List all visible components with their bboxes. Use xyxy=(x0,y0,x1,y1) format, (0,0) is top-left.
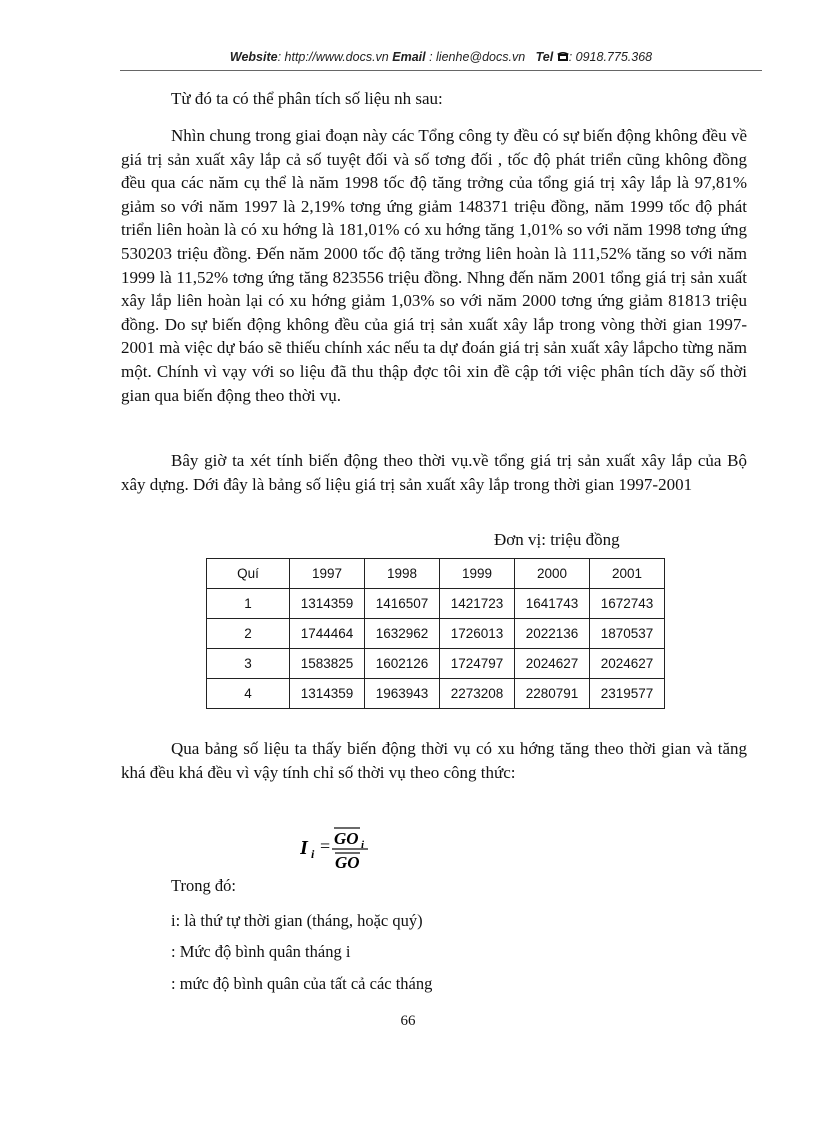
table-cell: 1724797 xyxy=(440,649,515,679)
formula-numerator: GO xyxy=(334,829,359,848)
header-cell: 1997 xyxy=(290,559,365,589)
table-header-row xyxy=(207,559,665,589)
unit-label: Đơn vị: triệu đồng xyxy=(494,530,620,549)
tel-label: Tel xyxy=(535,50,554,64)
header-divider xyxy=(120,70,762,71)
definition-line: i: là thứ tự thời gian (tháng, hoặc quý) xyxy=(171,911,423,930)
table-cell: 1583825 xyxy=(290,649,365,679)
definition-line: : Mức độ bình quân tháng i xyxy=(171,942,351,961)
seasonal-index-formula xyxy=(300,822,420,872)
table-cell: 2273208 xyxy=(440,679,515,709)
analysis-paragraph: Nhìn chung trong giai đoạn này các Tổng công ty đều có sự biến động không đều về giá trị sản xuất xây lắp cả số tuyệt đối và số tơng đối , tốc độ phát triển cũng không đồng đều qua các năm cụ thể là năm 1998 tốc độ tăng trởng của tổng giá trị xây lắp là 97,81% giảm so với năm 1997 là 2,19% tơng ứng giảm 148371 triệu đồng, năm 1999 tốc độ phát triển liên hoàn là có xu hớng là 181,01% có xu hớng tăng 1,01% so với năm 1998 tơng ứng 530203 triệu đồng. Đến năm 2000 tốc độ tăng trởng liên hoàn là 111,52% tăng so với năm 1999 là 11,52% tơng ứng tăng 823556 triệu đồng. Nhng đến năm 2001 tổng giá trị sản xuất xây lắp liên hoàn lại có xu hớng giảm 1,03% so với năm 2000 tơng ứng giảm 81813 triệu đồng. Do sự biến động không đều của giá trị sản xuất xây lắp trong vòng thời gian 1997-2001 mà việc dự báo sẽ thiếu chính xác nếu ta dự đoán giá trị sản xuất xây lắpcho từng năm một. Chính vì vạy với so liệu đã thu thập đợc tôi xin đề cập tới việc phân tích dãy số thời gian qua biến động theo thời vụ. xyxy=(121,126,747,405)
table-cell: 1870537 xyxy=(590,619,665,649)
table-cell: 2280791 xyxy=(515,679,590,709)
header-cell: 2001 xyxy=(590,559,665,589)
table-intro-paragraph: Bây giờ ta xét tính biến động theo thời vụ.về tổng giá trị sản xuất xây lắp của Bộ xây dựng. Dới đây là bảng số liệu giá trị sản xuất xây lắp trong thời gian 1997-2001 xyxy=(121,451,747,494)
where-label: Trong đó: xyxy=(171,876,236,895)
formula-numerator-sub: i xyxy=(361,839,365,851)
table-cell: 1416507 xyxy=(365,589,440,619)
website-label: Website xyxy=(229,50,278,64)
table-cell: 2319577 xyxy=(590,679,665,709)
formula-lhs: I xyxy=(300,837,308,859)
header-cell: Quí xyxy=(207,559,290,589)
table-row xyxy=(207,649,665,679)
table-row xyxy=(207,589,665,619)
email-value: : lienhe@docs.vn xyxy=(425,50,526,64)
table-cell: 1 xyxy=(207,589,290,619)
table-cell: 1602126 xyxy=(365,649,440,679)
intro-line: Từ đó ta có thể phân tích số liệu nh sau: xyxy=(171,89,443,108)
table-row xyxy=(207,619,665,649)
website-value: : http://www.docs.vn xyxy=(277,50,389,64)
table-cell: 4 xyxy=(207,679,290,709)
tel-value: : 0918.775.368 xyxy=(568,50,653,64)
production-value-table xyxy=(206,558,665,709)
table-cell: 2024627 xyxy=(515,649,590,679)
table-cell: 1314359 xyxy=(290,589,365,619)
phone-icon xyxy=(557,51,569,62)
table-cell: 1632962 xyxy=(365,619,440,649)
definition-line: : mức độ bình quân của tất cả các tháng xyxy=(171,974,433,993)
email-label: Email xyxy=(392,50,426,64)
header-cell: 1999 xyxy=(440,559,515,589)
formula-equals: = xyxy=(320,836,331,856)
page-header xyxy=(120,50,762,70)
header-cell: 1998 xyxy=(365,559,440,589)
table-cell: 1314359 xyxy=(290,679,365,709)
table-cell: 1726013 xyxy=(440,619,515,649)
page-number: 66 xyxy=(400,1013,416,1029)
table-row xyxy=(207,679,665,709)
formula-intro-paragraph: Qua bảng số liệu ta thấy biến động thời vụ có xu hớng tăng theo thời gian và tăng khá đều khá đều vì vậy tính chỉ số thời vụ theo công thức: xyxy=(121,739,747,782)
table-cell: 1641743 xyxy=(515,589,590,619)
table-cell: 3 xyxy=(207,649,290,679)
formula-lhs-sub: i xyxy=(311,847,315,861)
table-cell: 1963943 xyxy=(365,679,440,709)
table-cell: 1672743 xyxy=(590,589,665,619)
table-cell: 2 xyxy=(207,619,290,649)
table-cell: 1744464 xyxy=(290,619,365,649)
table-cell: 2022136 xyxy=(515,619,590,649)
table-cell: 1421723 xyxy=(440,589,515,619)
formula-denominator: GO xyxy=(335,853,360,872)
header-cell: 2000 xyxy=(515,559,590,589)
table-cell: 2024627 xyxy=(590,649,665,679)
